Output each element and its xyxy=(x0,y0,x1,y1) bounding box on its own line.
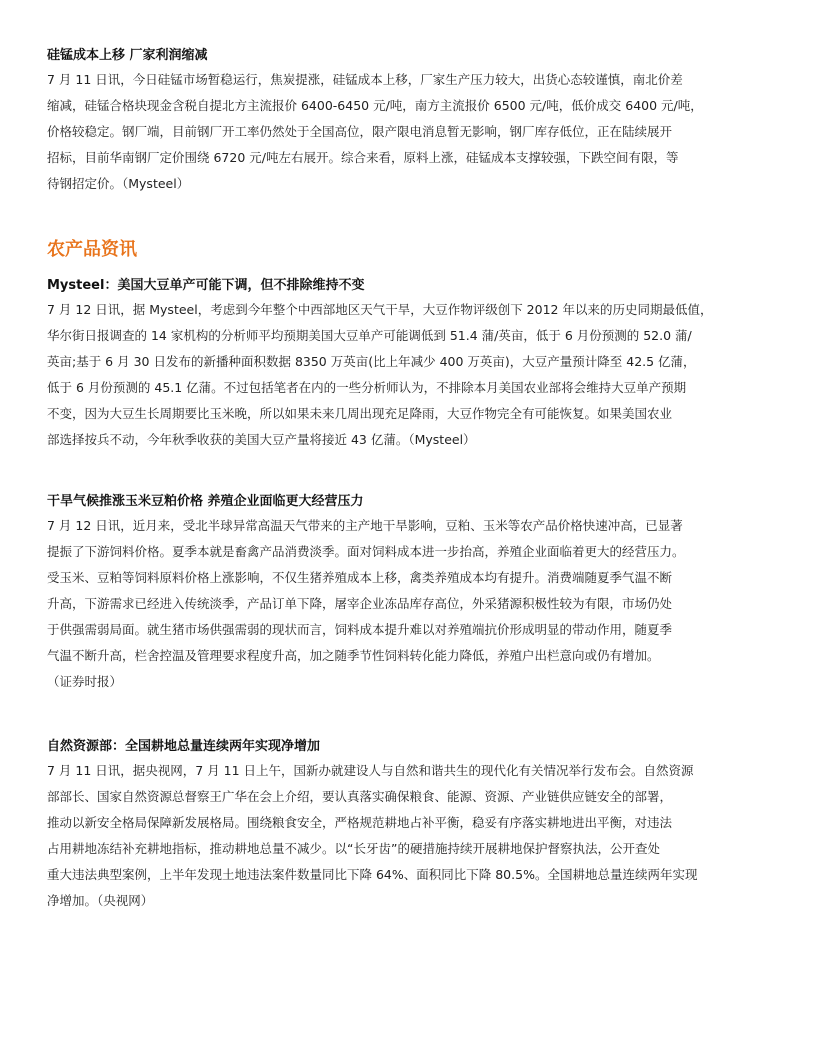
article-title: 硅锰成本上移 厂家利润缩减 xyxy=(47,48,208,63)
document-page xyxy=(47,47,765,908)
article-title: 干旱气候推涨玉米豆粕价格 养殖企业面临更大经营压力 xyxy=(47,494,364,509)
article-corn-soymeal xyxy=(47,493,765,695)
article-body: 7 月 12 日讯，近月来，受北半球异常高温天气带来的主产地干旱影响，豆粕、玉米等农产品价格快速冲高，已显著 提振了下游饲料价格。夏季本就是畜禽产品消费淡季。面对饲料成本进一步抬高，养殖企业面临着更大的经营压力。 受玉米、豆粕等饲料原料价格上涨影响，不仅生猪养殖成本上移，禽类养殖成本均有提升。消费端随夏季气温不断 升高，下游需求已经进入传统淡季，产品订单下降，屠宰企业冻品库存高位，外采猪源积极性较为有限，市场仍处 于供强需弱局面。就生猪市场供强需弱的现状而言，饲料成本提升难以对养殖端抗价形成明显的带动作用，随夏季 气温不断升高，栏舍控温及管理要求程度升高，加之随季节性饲料转化能力降低，养殖户出栏意向或仍有增加。 （证券时报） xyxy=(47,518,685,689)
article-farmland xyxy=(47,738,765,914)
article-body: 7 月 12 日讯，据 Mysteel，考虑到今年整个中西部地区天气干旱，大豆作物评级创下 2012 年以来的历史同期最低值， 华尔街日报调查的 14 家机构的分析师平均预期美国大豆单产可能调低到 51.4 蒲/英亩，低于 6 月份预测的 52.0 蒲/ 英亩;基于 6 月 30 日发布的新播种面积数据 8350 万英亩(比上年减少 400 万英亩)，大豆产量预计降至 42.5 亿蒲， 低于 6 月份预测的 45.1 亿蒲。不过包括笔者在内的一些分析师认为，不排除本月美国农业部将会维持大豆单产预期 不变，因为大豆生长周期要比玉米晚，所以如果未来几周出现充足降雨，大豆作物完全有可能恢复。如果美国农业 部选择按兵不动，今年秋季收获的美国大豆产量将接近 43 亿蒲。（Mysteel） xyxy=(47,302,713,447)
section-heading-agriculture: 农产品资讯 xyxy=(47,239,137,260)
article-body: 7 月 11 日讯，据央视网，7 月 11 日上午，国新办就建设人与自然和谐共生的现代化有关情况举行发布会。自然资源 部部长、国家自然资源总督察王广华在会上介绍，要认真落实确保粮食、能源、资源、产业链供应链安全的部署， 推动以新安全格局保障新发展格局。围绕粮食安全，严格规范耕地占补平衡，稳妥有序落实耕地进出平衡，对违法 占用耕地冻结补充耕地指标，推动耕地总量不减少。以“长牙齿”的硬措施持续开展耕地保护督察执法，公开查处 重大违法典型案例，上半年发现土地违法案件数量同比下降 64%、面积同比下降 80.5%。全国耕地总量连续两年实现 净增加。（央视网） xyxy=(47,763,698,908)
article-body: 7 月 11 日讯，今日硅锰市场暂稳运行，焦炭提涨，硅锰成本上移，厂家生产压力较大，出货心态较谨慎，南北价差 缩减，硅锰合格块现金含税自提北方主流报价 6400-6450 元/吨，南方主流报价 6500 元/吨，低价成交 6400 元/吨， 价格较稳定。钢厂端，目前钢厂开工率仍然处于全国高位，限产限电消息暂无影响，钢厂库存低位，正在陆续展开 招标，目前华南钢厂定价围绕 6720 元/吨左右展开。综合来看，原料上涨，硅锰成本支撑较强，下跌空间有限，等 待钢招定价。（Mysteel） xyxy=(47,72,703,191)
article-silicon-manganese xyxy=(47,47,765,197)
article-title: 自然资源部：全国耕地总量连续两年实现净增加 xyxy=(47,739,321,754)
article-title: Mysteel：美国大豆单产可能下调，但不排除维持不变 xyxy=(47,278,365,293)
article-us-soybean xyxy=(47,277,765,453)
